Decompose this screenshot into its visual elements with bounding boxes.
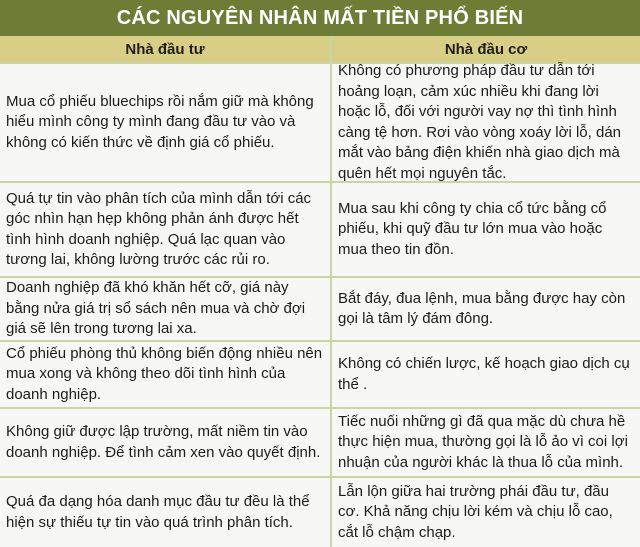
cell-text: Doanh nghiệp đã khó khăn hết cỡ, giá này bằng nửa giá trị sổ sách nên mua và chờ đợi giá sẽ lên trong tương lai xa.	[6, 279, 306, 338]
cell-text: Không giữ được lập trường, mất niềm tin vào doanh nghiệp. Để tình cảm xen vào quyết định.	[6, 423, 321, 461]
table-row-4-speculator	[332, 342, 640, 407]
table-row-2-investor	[0, 183, 330, 276]
table-row-3-investor	[0, 278, 330, 340]
table-row-5-speculator	[332, 409, 640, 476]
table-title: CÁC NGUYÊN NHÂN MẤT TIỀN PHỔ BIẾN	[0, 0, 640, 36]
table-row-3-speculator	[332, 278, 640, 340]
table-row-5-investor	[0, 409, 330, 476]
table-row-6-investor	[0, 478, 330, 547]
table-row-4-investor	[0, 342, 330, 407]
cell-text: Mua cổ phiếu bluechips rồi nắm giữ mà không hiểu mình công ty mình đang đầu tư vào và không có kiến thức về định giá cổ phiếu.	[6, 92, 314, 151]
header-investor: Nhà đầu tư	[0, 36, 330, 62]
cell-text: Quá tự tin vào phân tích của mình dẫn tới các góc nhìn hạn hẹp không phản ánh được hết tình hình doanh nghiệp. Quá lạc quan vào tương lai, không lường trước các rủi ro.	[6, 189, 312, 268]
header-speculator: Nhà đầu cơ	[332, 36, 640, 62]
table-row-2-speculator	[332, 183, 640, 276]
cell-text: Lẫn lộn giữa hai trường phái đầu tư, đầu cơ. Khả năng chịu lời kém và chịu lỗ cao, cắt lỗ chậm chạp.	[338, 482, 613, 541]
table-row-6-speculator	[332, 478, 640, 547]
cell-text: Mua sau khi công ty chia cổ tức bằng cổ phiếu, khi quỹ đầu tư lớn mua vào hoặc mua theo tin đồn.	[338, 199, 607, 258]
cell-text: Quá đa dạng hóa danh mục đầu tư đều là thể hiện sự thiếu tự tin vào quá trình phân tích.	[6, 493, 310, 531]
cell-text: Không có phương pháp đầu tư dẫn tới hoảng loạn, cảm xúc nhiều khi đang lời hoặc lỗ, đối với người vay nợ thì tình hình càng tệ hơn. Rơi vào vòng xoáy lời lỗ, dán mắt vào bảng điện khiến nhà giao dịch mà quên hết mọi nguyên tắc.	[338, 62, 622, 182]
table-row-1-investor	[0, 64, 330, 181]
cell-text: Không có chiến lược, kế hoạch giao dịch cụ thể .	[338, 355, 630, 393]
cell-text: Cổ phiếu phòng thủ không biến động nhiều nên mua xong và không theo dõi tình hình của doanh nghiệp.	[6, 344, 323, 403]
table-row-1-speculator	[332, 64, 640, 181]
cell-text: Tiếc nuối những gì đã qua mặc dù chưa hề thực hiện mua, thường gọi là lỗ ảo vì coi lợi nhuận của người khác là thua lỗ của mình.	[338, 412, 628, 471]
cell-text: Bắt đáy, đua lệnh, mua bằng được hay còn gọi là tâm lý đám đông.	[338, 289, 626, 327]
